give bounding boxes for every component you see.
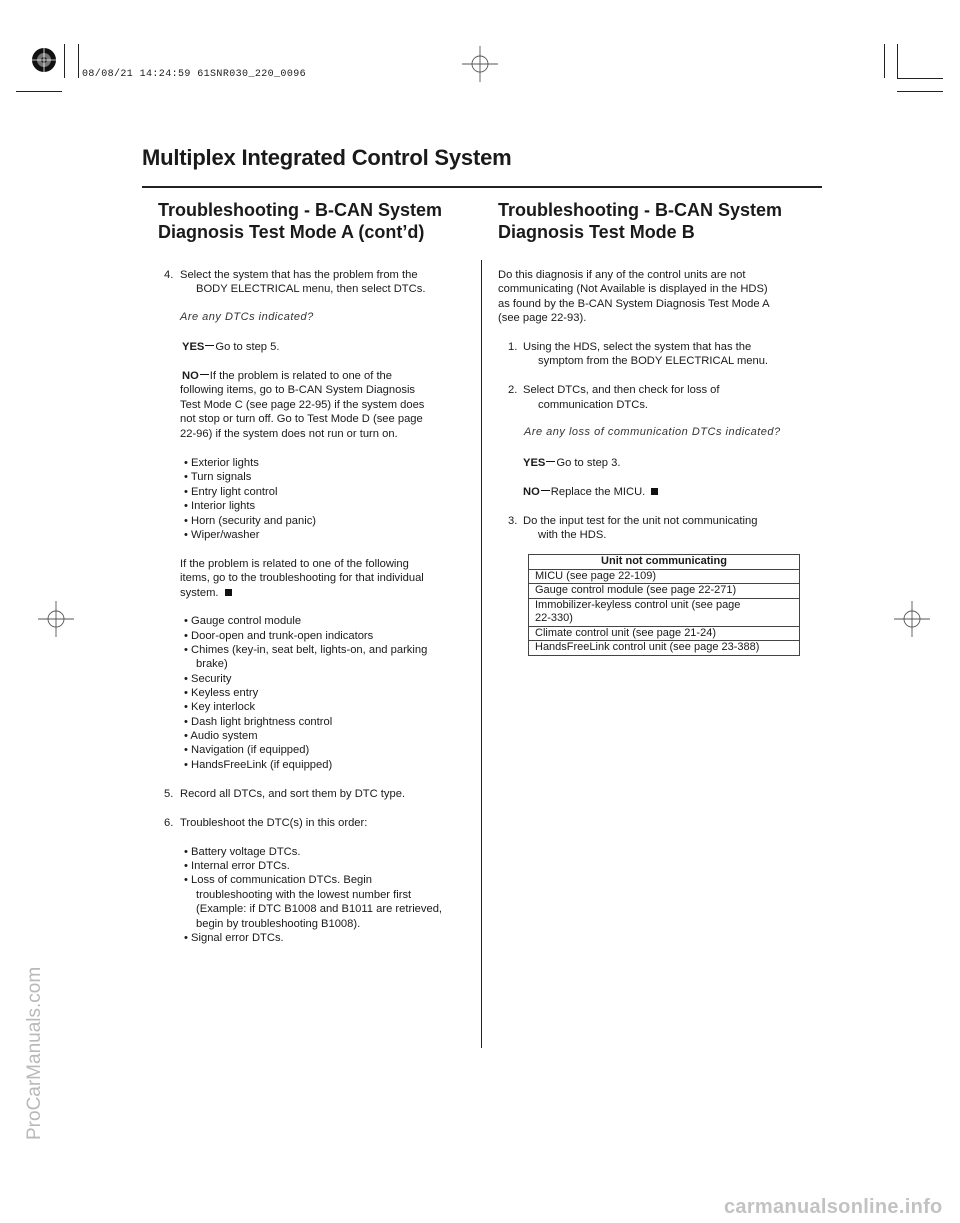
crop-mark <box>897 44 898 78</box>
end-marker-icon <box>225 589 232 596</box>
list-item: • Horn (security and panic) <box>184 515 317 527</box>
crop-mark <box>16 91 62 92</box>
list-item-continued: begin by troubleshooting B1008). <box>196 918 361 930</box>
crop-mark <box>64 44 65 78</box>
column-divider <box>481 260 482 1048</box>
crop-mark <box>897 78 943 79</box>
list-item: • Internal error DTCs. <box>184 860 290 872</box>
no-text: If the problem is related to one of the <box>209 370 392 382</box>
no-text: Replace the MICU. <box>550 486 646 498</box>
intro-text: communicating (Not Available is displayed in the HDS) <box>498 283 768 295</box>
table-row: Gauge control module (see page 22-271) <box>529 584 800 599</box>
step-text: BODY ELECTRICAL menu, then select DTCs. <box>196 283 426 295</box>
step-text: Select the system that has the problem from the <box>180 269 418 281</box>
list-item: • Entry light control <box>184 486 278 498</box>
dash <box>541 490 550 491</box>
dash <box>205 345 214 346</box>
list-item: • Door-open and trunk-open indicators <box>184 630 374 642</box>
list-item: • Chimes (key-in, seat belt, lights-on, and parking <box>184 644 428 656</box>
paragraph: If the problem is related to one of the following <box>180 558 409 570</box>
list-item: • Exterior lights <box>184 457 259 469</box>
no-answer <box>523 485 658 499</box>
list-item: • Interior lights <box>184 500 256 512</box>
title-rule <box>142 186 822 188</box>
list-item: • Battery voltage DTCs. <box>184 846 301 858</box>
crosshair-mark-right <box>894 601 930 637</box>
crosshair-mark-left <box>38 601 74 637</box>
table-row: Climate control unit (see page 21-24) <box>529 626 800 641</box>
list-item-continued: troubleshooting with the lowest number first <box>196 889 412 901</box>
step-text: with the HDS. <box>538 529 607 541</box>
list-item: • Navigation (if equipped) <box>184 744 310 756</box>
no-label: NO <box>523 486 540 498</box>
unit-table <box>528 554 800 656</box>
intro-text: (see page 22-93). <box>498 312 587 324</box>
list-item: • Security <box>184 673 232 685</box>
yes-text: Go to step 3. <box>556 457 621 469</box>
watermark-left: ProCarManuals.com <box>24 966 45 1140</box>
intro-text: Do this diagnosis if any of the control units are not <box>498 269 746 281</box>
list-item: • Keyless entry <box>184 687 259 699</box>
list-item: • Turn signals <box>184 471 252 483</box>
table-row: Immobilizer-keyless control unit (see page 22-330) <box>529 598 800 626</box>
crosshair-mark-top <box>462 46 498 82</box>
yes-label: YES <box>182 341 205 353</box>
crop-mark <box>897 91 943 92</box>
step-number: 4. <box>164 269 174 281</box>
list-item: • Dash light brightness control <box>184 716 333 728</box>
crop-mark <box>884 44 885 78</box>
list-item-continued: (Example: if DTC B1008 and B1011 are retrieved, <box>196 903 443 915</box>
paragraph: system. <box>180 586 232 600</box>
registration-mark-top-left <box>30 46 58 74</box>
list-item: • Gauge control module <box>184 615 302 627</box>
step-number: 2. <box>508 384 518 396</box>
table-row: HandsFreeLink control unit (see page 23-388) <box>529 641 800 656</box>
intro-text: as found by the B-CAN System Diagnosis Test Mode A <box>498 298 770 310</box>
step-number: 3. <box>508 515 518 527</box>
left-section-heading: Troubleshooting - B-CAN System <box>158 200 443 220</box>
end-marker-icon <box>651 488 658 495</box>
list-item: • Signal error DTCs. <box>184 932 284 944</box>
step-number: 5. <box>164 788 174 800</box>
no-label: NO <box>182 370 199 382</box>
step-text: communication DTCs. <box>538 399 649 411</box>
list-item: • HandsFreeLink (if equipped) <box>184 759 333 771</box>
list-item-continued: brake) <box>196 658 228 670</box>
step-number: 6. <box>164 817 174 829</box>
question: Are any DTCs indicated? <box>180 311 314 323</box>
page-title: Multiplex Integrated Control System <box>142 145 512 170</box>
step-text: Record all DTCs, and sort them by DTC type. <box>180 788 406 800</box>
step-text: Select DTCs, and then check for loss of <box>523 384 720 396</box>
no-answer <box>182 369 392 383</box>
step-text: symptom from the BODY ELECTRICAL menu. <box>538 355 769 367</box>
paragraph: items, go to the troubleshooting for that individual <box>180 572 424 584</box>
dash <box>546 461 555 462</box>
table-row: MICU (see page 22-109) <box>529 569 800 584</box>
table-header: Unit not communicating <box>529 555 800 570</box>
no-text: 22-96) if the system does not run or turn on. <box>180 428 398 440</box>
dash <box>200 374 209 375</box>
watermark-bottom: carmanualsonline.info <box>724 1196 943 1218</box>
step-text: Using the HDS, select the system that has the <box>523 341 752 353</box>
list-item: • Key interlock <box>184 701 256 713</box>
yes-answer <box>182 340 279 354</box>
step-number: 1. <box>508 341 518 353</box>
no-text: not stop or turn off. Go to Test Mode D (see page <box>180 413 423 425</box>
print-stamp: 08/08/21 14:24:59 61SNR030_220_0096 <box>82 69 307 80</box>
yes-answer <box>523 456 620 470</box>
yes-label: YES <box>523 457 546 469</box>
yes-text: Go to step 5. <box>215 341 280 353</box>
crop-mark <box>78 44 79 78</box>
right-section-heading: Troubleshooting - B-CAN System <box>498 200 783 220</box>
step-text: Troubleshoot the DTC(s) in this order: <box>180 817 368 829</box>
no-text: following items, go to B-CAN System Diagnosis <box>180 384 416 396</box>
question: Are any loss of communication DTCs indicated? <box>524 426 781 438</box>
step-text: Do the input test for the unit not communicating <box>523 515 758 527</box>
no-text: Test Mode C (see page 22-95) if the system does <box>180 399 425 411</box>
right-section-heading: Diagnosis Test Mode B <box>498 222 695 242</box>
left-section-heading: Diagnosis Test Mode A (cont’d) <box>158 222 425 242</box>
list-item: • Loss of communication DTCs. Begin <box>184 874 372 886</box>
list-item: • Wiper/washer <box>184 529 260 541</box>
list-item: • Audio system <box>184 730 258 742</box>
